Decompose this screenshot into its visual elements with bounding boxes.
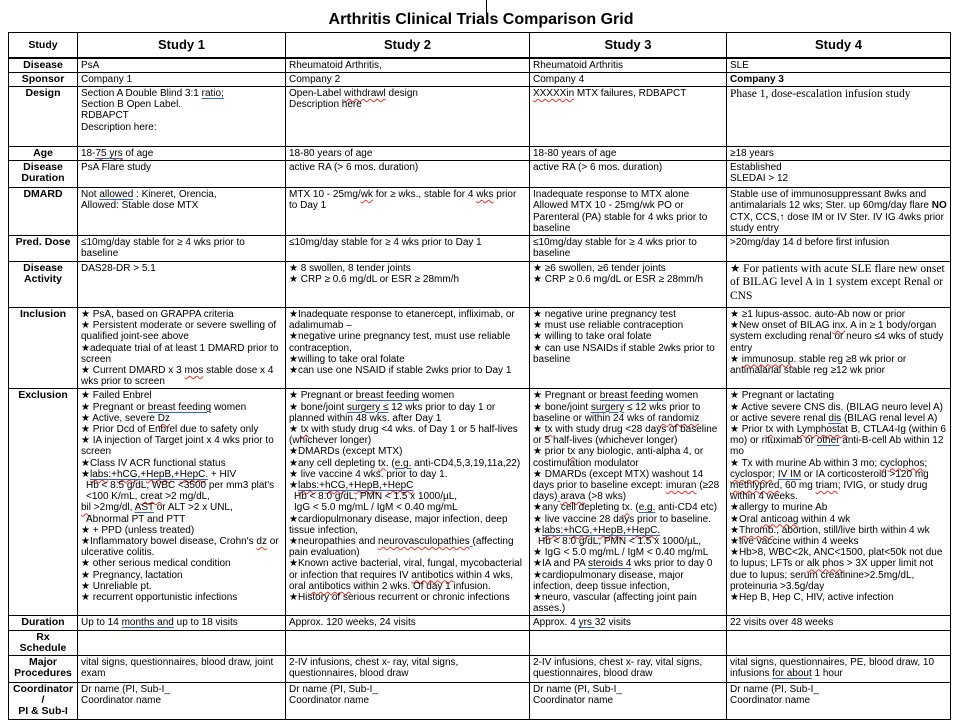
cell-exclusion-study-3: ★ Pregnant or breast feeding women ★ bone/joint surgery ≤ 12 wks prior to baseline or within 24 wks of randomiz ★ tx with study drug <28 days of baseline or 5 half-lives (whichever longer) ★ prior tx any biologic, anti-alpha 4, or costimulation modulator ★ DMARDs (except MTX) washout 14 days prior to baseline except: imuran (≥28 days) arava (>8 wks) ★any cell depleting tx. (e.g. anti-CD4 etc) ★ live vaccine 28 days prior to baseline. ★labs:+hCG,+HepB,+HepC. Hb < 8.0 g/dL, PMN < 1.5 x 1000/µL, ★ IgG < 5.0 mg/mL / IgM < 0.40 mg/mL ★IA and PA steroids 4 wks prior to day 0 ★cardiopulmonary disease, major infection, deep tissue infection, ★neuro, vascular (affecting joint pain asses.) <box>530 389 727 616</box>
cell-disease-study-4: SLE <box>727 58 951 73</box>
comparison-table <box>8 32 951 720</box>
cell-design-study-2: Open-Label withdrawl design Description here <box>286 86 530 146</box>
cell-disease-activity-study-4: ★ For patients with acute SLE flare new onset of BILAG level A in 1 system except Renal or CNS <box>727 261 951 307</box>
cell-pred-dose-study-1: ≤10mg/day stable for ≥ 4 wks prior to baseline <box>78 235 286 261</box>
table-header <box>9 33 951 58</box>
cell-pred-dose-study-2: ≤10mg/day stable for ≥ 4 wks prior to Day 1 <box>286 235 530 261</box>
row-label-major-procedures: Major Procedures <box>9 656 78 683</box>
table-row-rx-schedule <box>9 630 951 655</box>
row-label-design: Design <box>9 86 78 146</box>
cell-age-study-3: 18-80 years of age <box>530 146 727 160</box>
page-title: Arthritis Clinical Trials Comparison Grid <box>328 11 634 28</box>
cell-major-procedures-study-2: 2-IV infusions, chest x- ray, vital signs, questionnaires, blood draw <box>286 656 530 683</box>
table-row-disease <box>9 58 951 73</box>
cell-design-study-1: Section A Double Blind 3:1 ratio; Section B Open Label. RDBAPCT Description here: <box>78 86 286 146</box>
cell-sponsor-study-4: Company 3 <box>727 72 951 86</box>
row-label-exclusion: Exclusion <box>9 389 78 616</box>
column-header-study-2: Study 2 <box>286 33 530 58</box>
cell-rx-schedule-study-4 <box>727 630 951 655</box>
row-label-inclusion: Inclusion <box>9 307 78 388</box>
cell-disease-duration-study-1: PsA Flare study <box>78 161 286 188</box>
cell-rx-schedule-study-2 <box>286 630 530 655</box>
cell-dmard-study-2: MTX 10 - 25mg/wk for ≥ wks., stable for 4 wks prior to Day 1 <box>286 188 530 236</box>
cell-major-procedures-study-4: vital signs, questionnaires, PE, blood draw, 10 infusions for about 1 hour <box>727 656 951 683</box>
cell-disease-study-1: PsA <box>78 58 286 73</box>
cell-age-study-1: 18-75 yrs of age <box>78 146 286 160</box>
cell-exclusion-study-4: ★ Pregnant or lactating ★ Active severe CNS dis. (BILAG neuro level A) or active severe renal dis (BILAG renal level A) ★ Prior tx with Lymphostat B, CTLA4-Ig (within 6 mo) or rituximab or other anti-B-cell Ab within 12 mo ★ Tx with murine Ab within 3 mo; cyclophos; cyclospor; IV IM or IA corticosteroid >120 mg methlypred, 60 mg triam; IVIG, or study drug within 4 weeks. ★allergy to murine Ab ★Oral anticoag within 4 wk ★Thromb., abortion, still/live birth within 4 wk ★live vaccine within 4 weeks ★Hb>8, WBC<2k, ANC<1500, plat<50k not due to lupus; LFTs or alk phos > 3X upper limit not due to lupus; serum creatinine>2.5mg/dL, proteinuria >3.5g/day ★Hep B, Hep C, HIV, active infection <box>727 389 951 616</box>
cell-disease-duration-study-4: Established SLEDAI > 12 <box>727 161 951 188</box>
row-label-disease-activity: Disease Activity <box>9 261 78 307</box>
table-row-sponsor <box>9 72 951 86</box>
cell-pred-dose-study-3: ≤10mg/day stable for ≥ 4 wks prior to baseline <box>530 235 727 261</box>
table-body <box>9 58 951 720</box>
table-row-duration <box>9 616 951 630</box>
cell-sponsor-study-3: Company 4 <box>530 72 727 86</box>
cell-duration-study-3: Approx. 4 yrs 32 visits <box>530 616 727 630</box>
cell-disease-duration-study-3: active RA (> 6 mos. duration) <box>530 161 727 188</box>
cell-disease-study-3: Rheumatoid Arthritis <box>530 58 727 73</box>
cell-dmard-study-3: Inadequate response to MTX alone Allowed MTX 10 - 25mg/wk PO or Parenteral (PA) stable for 4 wks prior to baseline <box>530 188 727 236</box>
cell-dmard-study-1: Not allowed : Kineret, Orencia, Allowed: Stable dose MTX <box>78 188 286 236</box>
cell-major-procedures-study-1: vital signs, questionnaires, blood draw, joint exam <box>78 656 286 683</box>
cell-coordinator-pi-sub-i-study-3: Dr name (PI, Sub-I_ Coordinator name <box>530 683 727 720</box>
table-row-disease-duration <box>9 161 951 188</box>
row-label-rx-schedule: Rx Schedule <box>9 630 78 655</box>
cell-age-study-2: 18-80 years of age <box>286 146 530 160</box>
cell-rx-schedule-study-1 <box>78 630 286 655</box>
cell-design-study-3: XXXXXin MTX failures, RDBAPCT <box>530 86 727 146</box>
table-row-pred-dose <box>9 235 951 261</box>
table-row-design <box>9 86 951 146</box>
cell-duration-study-1: Up to 14 months and up to 18 visits <box>78 616 286 630</box>
cell-design-study-4: Phase 1, dose-escalation infusion study <box>727 86 951 146</box>
cell-age-study-4: ≥18 years <box>727 146 951 160</box>
cell-exclusion-study-1: ★ Failed Enbrel ★ Pregnant or breast feeding women ★ Active, severe Dz ★ Prior Dcd of Enbrel due to safety only ★ IA injection of Target joint x 4 wks prior to screen ★Class IV ACR functional status ★labs:+hCG,+HepB,+HepC. + HIV Hb < 8.5 g/dL, WBC <3500 per mm3 plat's <100 K/mL, creat >2 mg/dL, bil >2mg/dl, AST or ALT >2 x UNL, Abnormal PT and PTT ★ + PPD (unless treated) ★Inflammatory bowel disease, Crohn's dz or ulcerative colitis. ★ other serious medical condition ★ Pregnancy, lactation ★ Unreliable pt. ★ recurrent opportunistic infections <box>78 389 286 616</box>
column-header-study-4: Study 4 <box>727 33 951 58</box>
table-row-major-procedures <box>9 656 951 683</box>
row-label-sponsor: Sponsor <box>9 72 78 86</box>
column-header-study-3: Study 3 <box>530 33 727 58</box>
row-label-coordinator-pi-sub-i: Coordinator/ PI & Sub-I <box>9 683 78 720</box>
row-label-age: Age <box>9 146 78 160</box>
table-row-dmard <box>9 188 951 236</box>
cell-sponsor-study-2: Company 2 <box>286 72 530 86</box>
cell-duration-study-4: 22 visits over 48 weeks <box>727 616 951 630</box>
cell-pred-dose-study-4: >20mg/day 14 d before first infusion <box>727 235 951 261</box>
cell-disease-study-2: Rheumatoid Arthritis, <box>286 58 530 73</box>
cell-major-procedures-study-3: 2-IV infusions, chest x- ray, vital signs, questionnaires, blood draw <box>530 656 727 683</box>
row-label-dmard: DMARD <box>9 188 78 236</box>
cell-inclusion-study-3: ★ negative urine pregnancy test ★ must use reliable contraception ★ willing to take oral folate ★ can use NSAIDs if stable 2wks prior to baseline <box>530 307 727 388</box>
cell-inclusion-study-4: ★ ≥1 lupus-assoc. auto-Ab now or prior ★New onset of BILAG inx. A in ≥ 1 body/organ system excluding renal or neuro ≤4 wks of study entry ★ immunosup. stable reg ≥8 wk prior or antimalarial stable reg ≥12 wk prior <box>727 307 951 388</box>
row-label-pred-dose: Pred. Dose <box>9 235 78 261</box>
cell-disease-activity-study-2: ★ 8 swollen, 8 tender joints ★ CRP ≥ 0.6 mg/dL or ESR ≥ 28mm/h <box>286 261 530 307</box>
cell-inclusion-study-2: ★Inadequate response to etanercept, infliximab, or adalimumab – ★negative urine pregnancy test, must use reliable contraception, ★willing to take oral folate ★can use one NSAID if stable 2wks prior to Day 1 <box>286 307 530 388</box>
cell-disease-activity-study-3: ★ ≥6 swollen, ≥6 tender joints ★ CRP ≥ 0.6 mg/dL or ESR ≥ 28mm/h <box>530 261 727 307</box>
cell-rx-schedule-study-3 <box>530 630 727 655</box>
table-row-inclusion <box>9 307 951 388</box>
cell-sponsor-study-1: Company 1 <box>78 72 286 86</box>
cell-exclusion-study-2: ★ Pregnant or breast feeding women ★ bone/joint surgery ≤ 12 wks prior to day 1 or planned within 48 wks. after Day 1 ★ tx with study drug <4 wks. of Day 1 or 5 half-lives (whichever longer) ★DMARDs (except MTX) ★any cell depleting tx. (e.g. anti-CD4,5,3,19,11a,22) ★ live vaccine 4 wks. prior to day 1. ★labs:+hCG,+HepB,+HepC Hb < 8.0 g/dL, PMN < 1.5 x 1000/µL, IgG < 5.0 mg/mL / IgM < 0.40 mg/mL ★cardiopulmonary disease, major infection, deep tissue infection, ★neuropathies and neurovasculopathies (affecting pain evaluation) ★Known active bacterial, viral, fungal, mycobacterial or infection that requires IV antibotics within 4 wks, oral antibotics within 2 wks. Of day 1 infusion. ★History of serious recurrent or chronic infections <box>286 389 530 616</box>
cell-disease-activity-study-1: DAS28-DR > 5.1 <box>78 261 286 307</box>
table-row-coordinator-pi-sub-i <box>9 683 951 720</box>
column-header-study-1: Study 1 <box>78 33 286 58</box>
table-row-exclusion <box>9 389 951 616</box>
row-label-duration: Duration <box>9 616 78 630</box>
cell-disease-duration-study-2: active RA (> 6 mos. duration) <box>286 161 530 188</box>
column-header-study: Study <box>9 33 78 58</box>
cell-inclusion-study-1: ★ PsA, based on GRAPPA criteria ★ Persistent moderate or severe swelling of qualified joint-see above ★adequate trial of at least 1 DMARD prior to screen ★ Current DMARD x 3 mos stable dose x 4 wks prior to screen <box>78 307 286 388</box>
cell-coordinator-pi-sub-i-study-4: Dr name (PI, Sub-I_ Coordinator name <box>727 683 951 720</box>
table-row-disease-activity <box>9 261 951 307</box>
row-label-disease-duration: Disease Duration <box>9 161 78 188</box>
cell-coordinator-pi-sub-i-study-2: Dr name (PI, Sub-I_ Coordinator name <box>286 683 530 720</box>
row-label-disease: Disease <box>9 58 78 73</box>
table-row-age <box>9 146 951 160</box>
cell-duration-study-2: Approx. 120 weeks, 24 visits <box>286 616 530 630</box>
cell-dmard-study-4: Stable use of immunosuppressant 8wks and antimalarials 12 wks; Ster. up 60mg/day flare NO CTX, CCS,↑ dose IM or IV Ster. IV IG 4wks prior study entry <box>727 188 951 236</box>
cell-coordinator-pi-sub-i-study-1: Dr name (PI, Sub-I_ Coordinator name <box>78 683 286 720</box>
